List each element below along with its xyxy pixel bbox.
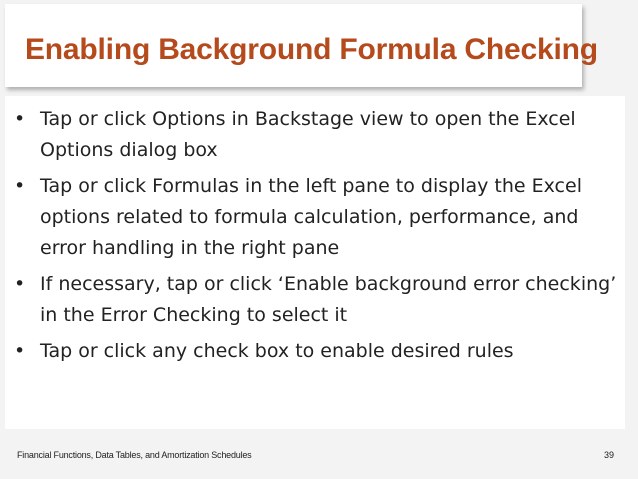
bullet-item bbox=[14, 269, 624, 331]
bullet-dot-icon: • bbox=[14, 108, 26, 130]
page-number: 39 bbox=[604, 450, 615, 460]
bullet-dot-icon: • bbox=[14, 340, 26, 362]
bullet-item bbox=[14, 171, 624, 264]
bullet-list bbox=[14, 104, 624, 372]
bullet-dot-icon: • bbox=[14, 175, 26, 197]
bullet-item bbox=[14, 336, 624, 367]
slide-title: Enabling Background Formula Checking bbox=[25, 33, 598, 66]
bullet-text: If necessary, tap or click ‘Enable background error checking’ in the Error Checking to select it bbox=[40, 273, 617, 326]
bullet-item bbox=[14, 104, 624, 166]
bullet-dot-icon: • bbox=[14, 273, 26, 295]
bullet-text: Tap or click Formulas in the left pane to display the Excel options related to formula calculation, performance, and error handling in the right pane bbox=[40, 175, 582, 259]
bullet-text: Tap or click Options in Backstage view to open the Excel Options dialog box bbox=[40, 108, 576, 161]
bullet-text: Tap or click any check box to enable desired rules bbox=[40, 340, 514, 362]
title-bar bbox=[5, 4, 598, 87]
footer-text: Financial Functions, Data Tables, and Amortization Schedules bbox=[17, 450, 252, 460]
